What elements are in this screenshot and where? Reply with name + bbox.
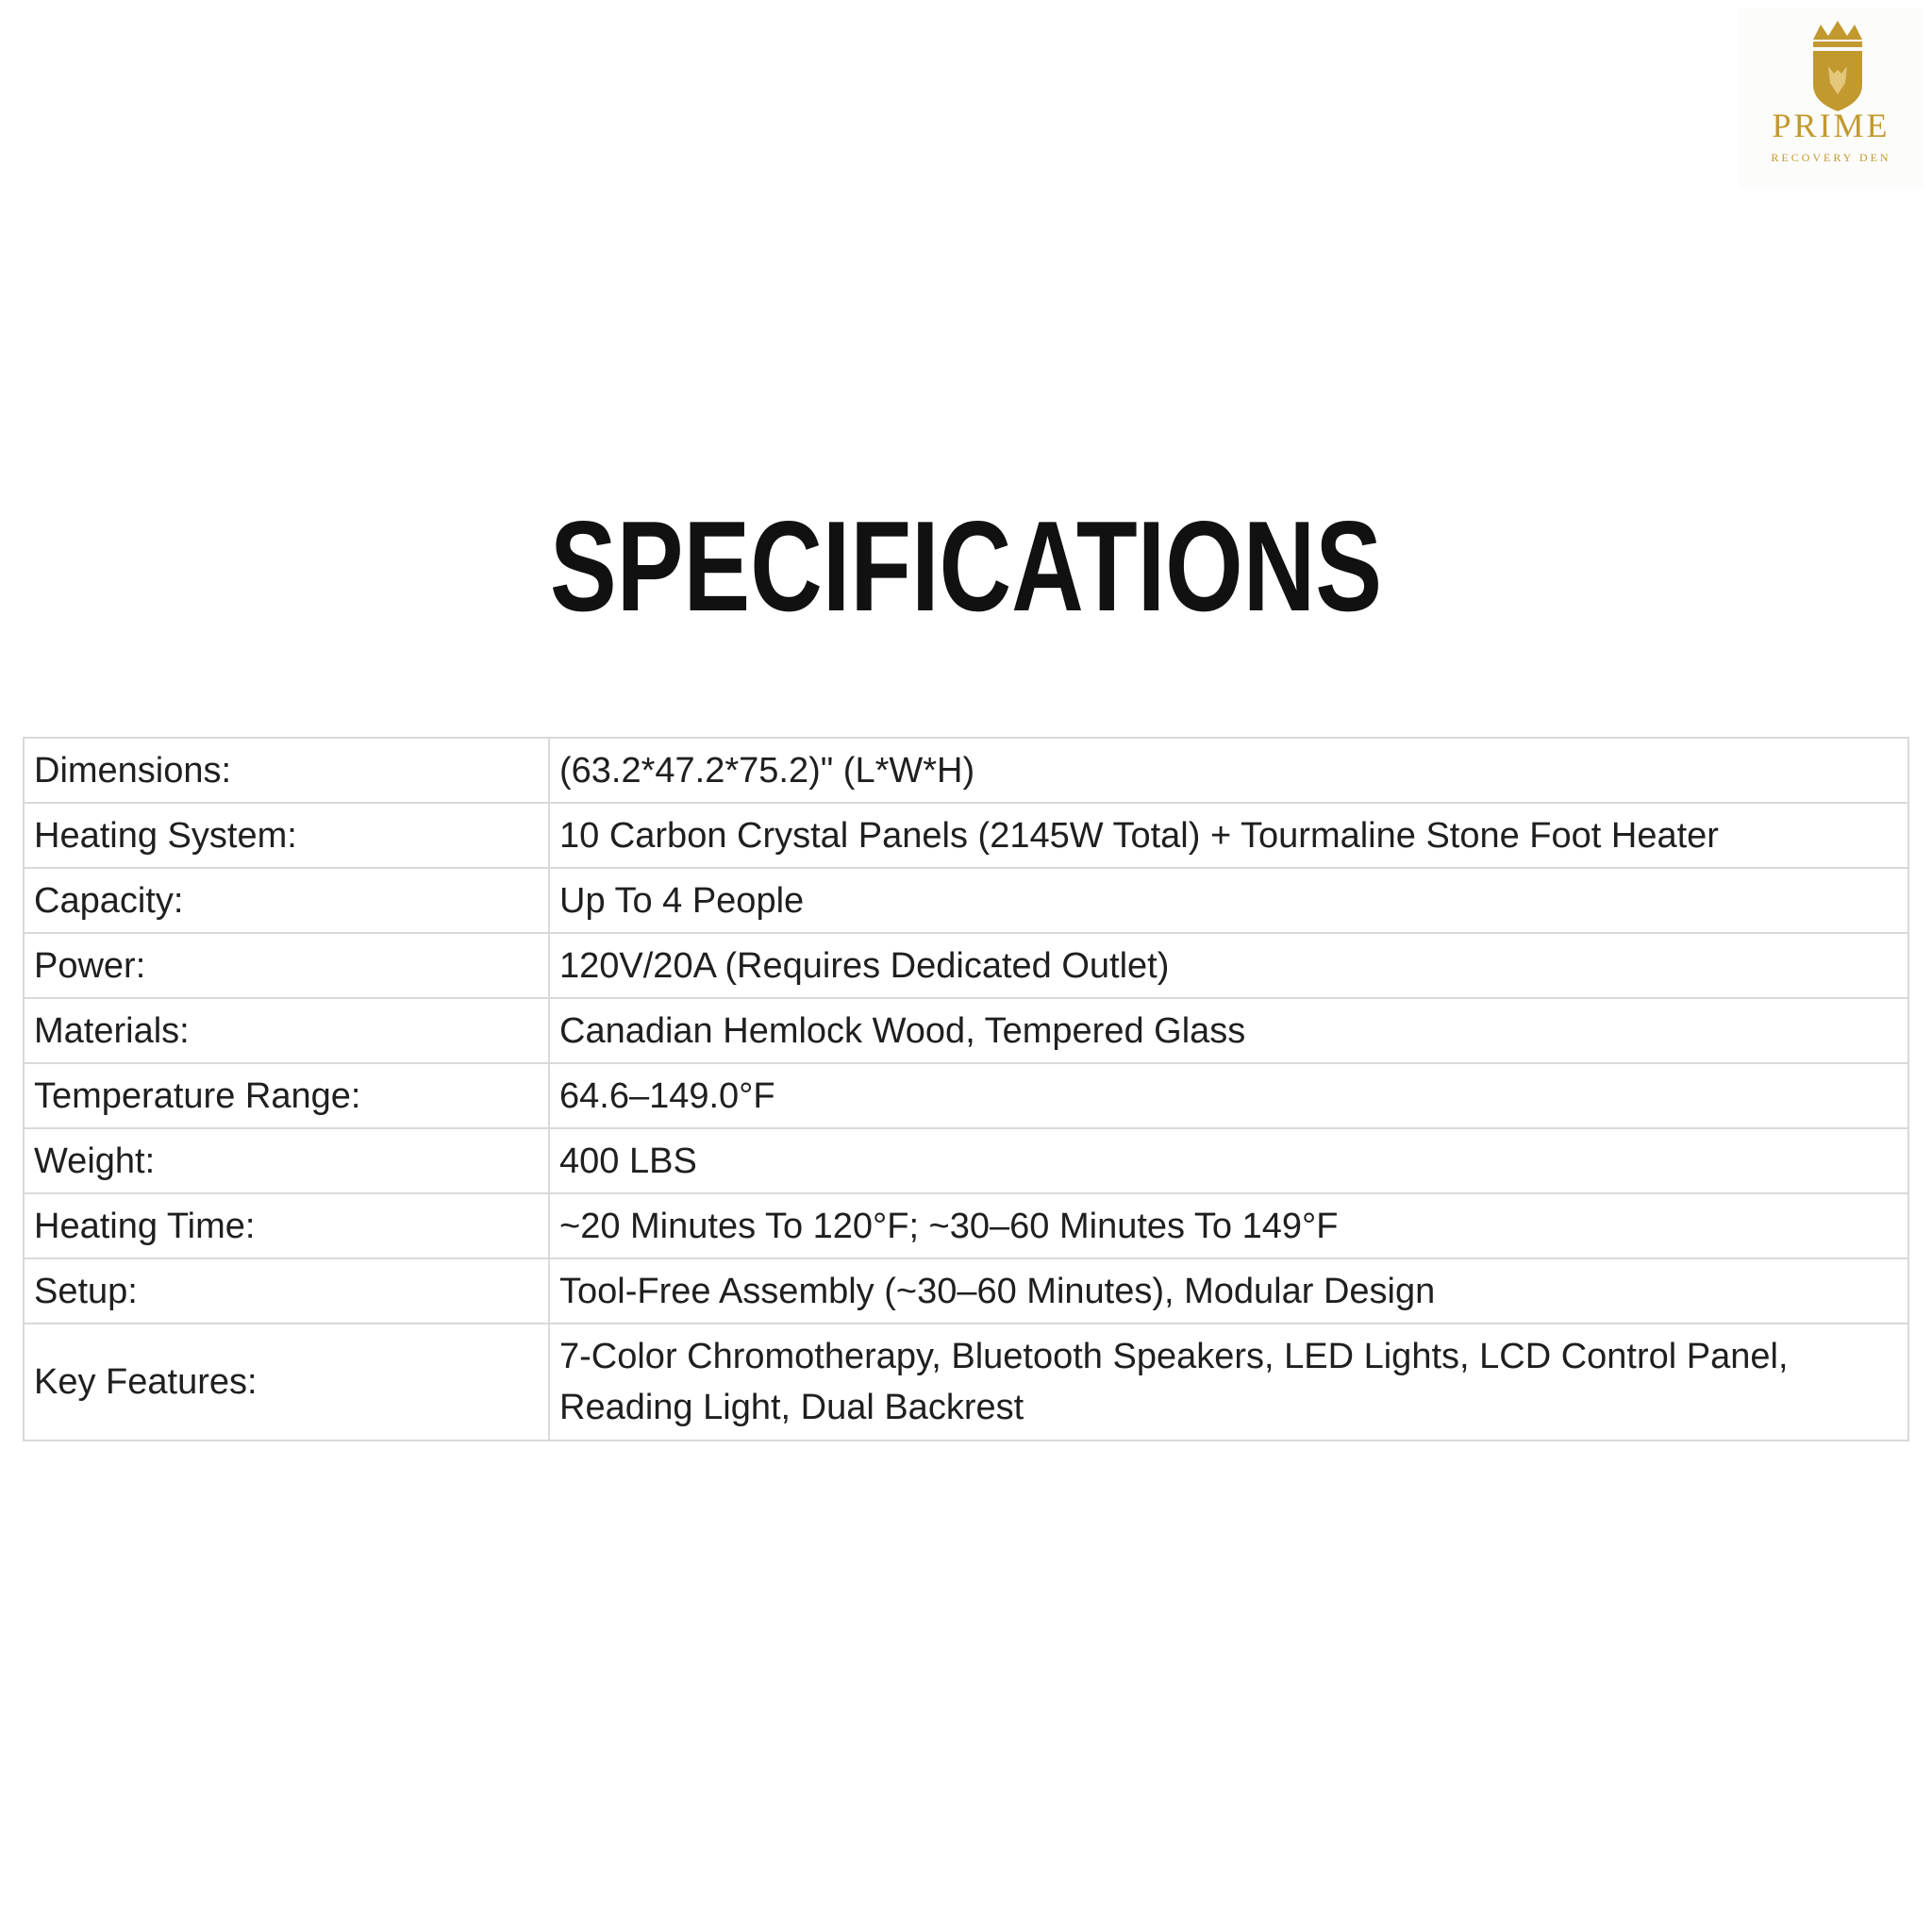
spec-label: Materials: [24,998,549,1063]
brand-logo [1739,8,1924,189]
spec-label: Setup: [24,1258,549,1324]
brand-tagline: RECOVERY DEN [1771,151,1891,164]
spec-value: 120V/20A (Requires Dedicated Outlet) [549,933,1908,998]
table-row [24,1063,1908,1128]
spec-value: 64.6–149.0°F [549,1063,1908,1128]
spec-label: Heating Time: [24,1193,549,1258]
table-row [24,1128,1908,1193]
page-title: SPECIFICATIONS [549,494,1383,638]
spec-value: Tool-Free Assembly (~30–60 Minutes), Modular Design [549,1258,1908,1324]
spec-value: 7-Color Chromotherapy, Bluetooth Speakers, LED Lights, LCD Control Panel, Reading Light, Dual Backrest [549,1324,1908,1441]
spec-value: 400 LBS [549,1128,1908,1193]
table-row [24,803,1908,868]
spec-value: Canadian Hemlock Wood, Tempered Glass [549,998,1908,1063]
table-row [24,738,1908,803]
crowned-lion-shield-icon [1807,21,1868,111]
spec-value: ~20 Minutes To 120°F; ~30–60 Minutes To 149°F [549,1193,1908,1258]
spec-label: Dimensions: [24,738,549,803]
table-row [24,868,1908,933]
spec-label: Capacity: [24,868,549,933]
spec-label: Power: [24,933,549,998]
spec-label: Temperature Range: [24,1063,549,1128]
spec-value: 10 Carbon Crystal Panels (2145W Total) + Tourmaline Stone Foot Heater [549,803,1908,868]
table-row [24,1258,1908,1324]
specifications-table [23,737,1909,1441]
spec-value: Up To 4 People [549,868,1908,933]
table-row [24,1324,1908,1441]
table-row [24,1193,1908,1258]
spec-value: (63.2*47.2*75.2)" (L*W*H) [549,738,1908,803]
spec-label: Key Features: [24,1324,549,1441]
brand-name: PRIME [1772,107,1890,144]
table-row [24,998,1908,1063]
spec-label: Heating System: [24,803,549,868]
table-row [24,933,1908,998]
spec-label: Weight: [24,1128,549,1193]
